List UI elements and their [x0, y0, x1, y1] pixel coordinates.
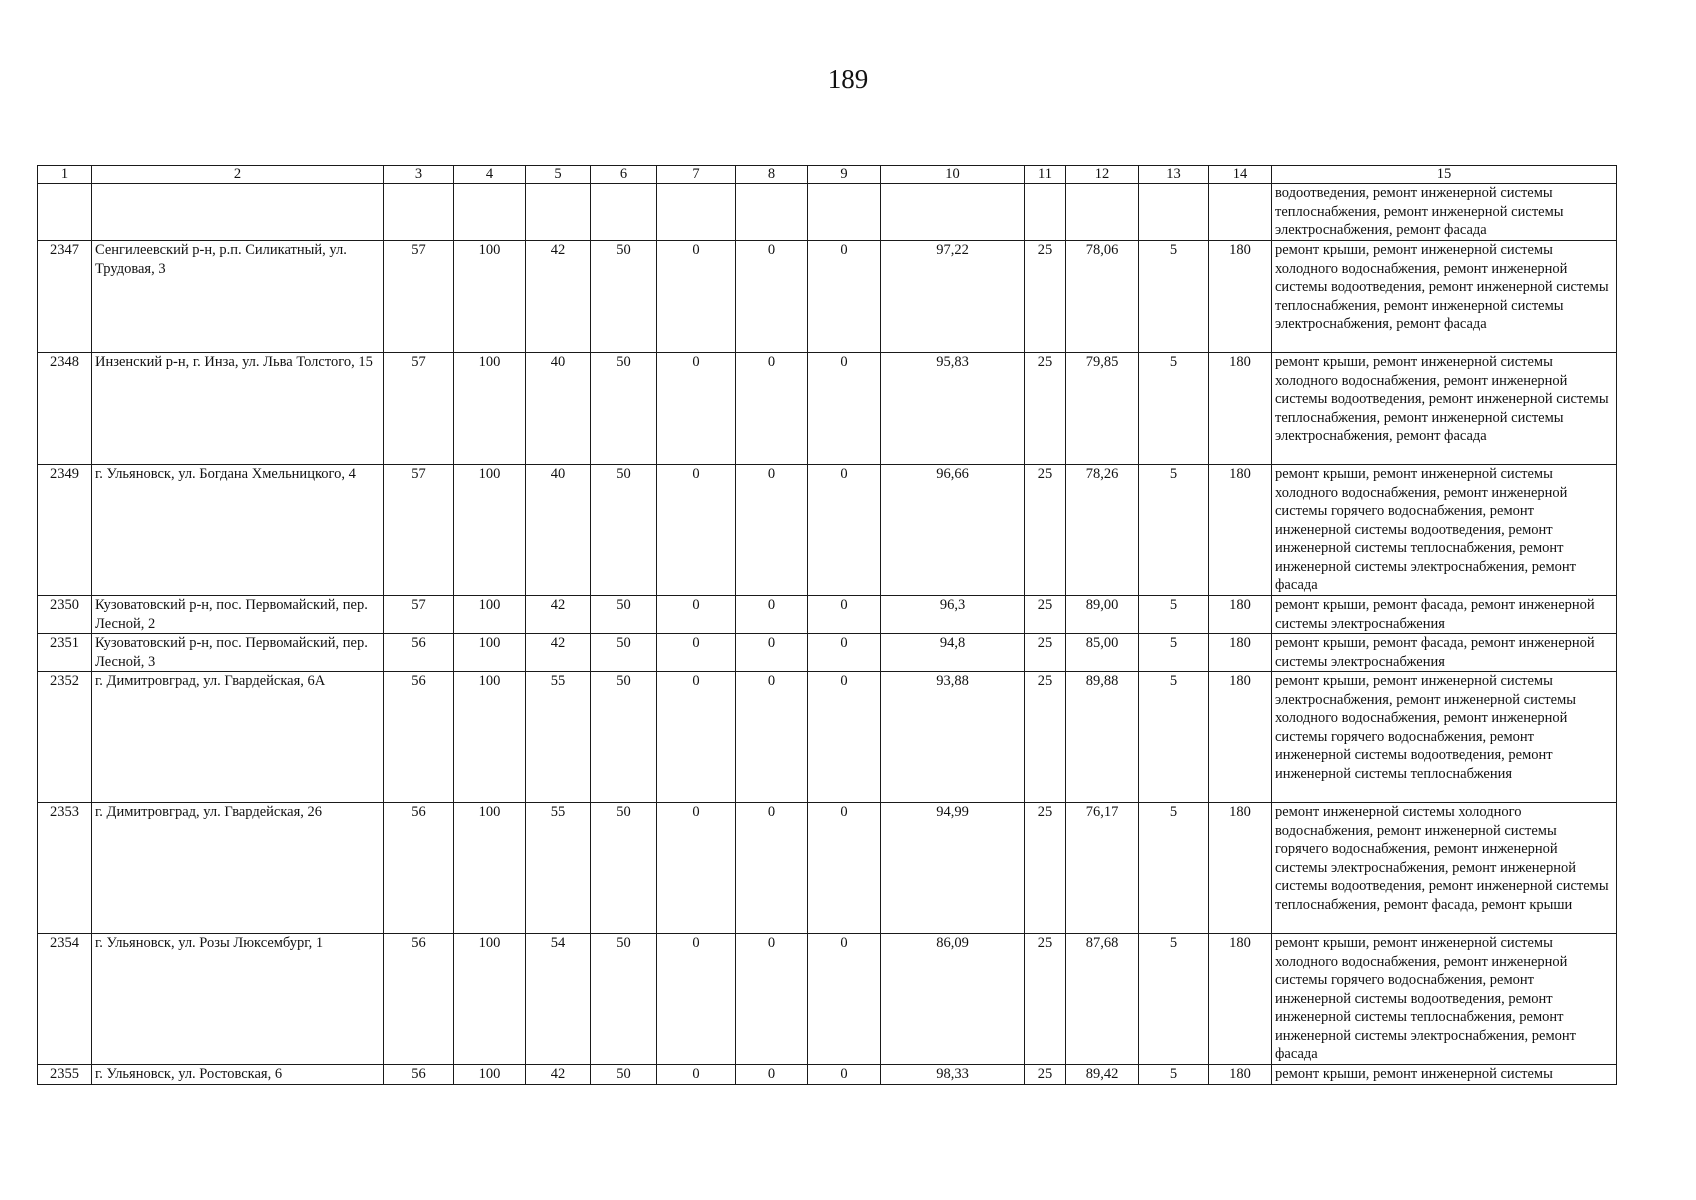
- works-cell: ремонт крыши, ремонт инженерной системы: [1272, 1065, 1617, 1085]
- address-cell: Кузоватовский р-н, пос. Первомайский, пер. Лесной, 3: [92, 634, 384, 672]
- column-number: 15: [1272, 166, 1617, 184]
- row-number-cell: [38, 184, 92, 241]
- value-cell: 55: [526, 672, 591, 803]
- value-cell: 0: [736, 634, 808, 672]
- table-row: [38, 596, 1617, 634]
- value-cell: 0: [808, 596, 881, 634]
- works-cell: водоотведения, ремонт инженерной системы теплоснабжения, ремонт инженерной системы электроснабжения, ремонт фасада: [1272, 184, 1617, 241]
- value-cell: 0: [736, 1065, 808, 1085]
- value-cell: 95,83: [881, 353, 1025, 465]
- value-cell: 86,09: [881, 934, 1025, 1065]
- value-cell: 180: [1209, 934, 1272, 1065]
- value-cell: 56: [384, 1065, 454, 1085]
- value-cell: 87,68: [1066, 934, 1139, 1065]
- column-number: 10: [881, 166, 1025, 184]
- value-cell: 40: [526, 353, 591, 465]
- value-cell: 0: [657, 241, 736, 353]
- column-number: 4: [454, 166, 526, 184]
- value-cell: 40: [526, 465, 591, 596]
- value-cell: 0: [808, 672, 881, 803]
- value-cell: 25: [1025, 634, 1066, 672]
- value-cell: 78,26: [1066, 465, 1139, 596]
- repair-register-table: [37, 165, 1617, 1085]
- value-cell: [736, 184, 808, 241]
- value-cell: [454, 184, 526, 241]
- value-cell: 56: [384, 934, 454, 1065]
- value-cell: 5: [1139, 934, 1209, 1065]
- table-row: [38, 672, 1617, 803]
- value-cell: 97,22: [881, 241, 1025, 353]
- address-cell: Инзенский р-н, г. Инза, ул. Льва Толстого, 15: [92, 353, 384, 465]
- row-number-cell: 2352: [38, 672, 92, 803]
- value-cell: 0: [657, 353, 736, 465]
- value-cell: 50: [591, 241, 657, 353]
- value-cell: 42: [526, 596, 591, 634]
- column-number: 2: [92, 166, 384, 184]
- value-cell: 0: [808, 803, 881, 934]
- value-cell: 56: [384, 672, 454, 803]
- value-cell: 100: [454, 465, 526, 596]
- column-number: 13: [1139, 166, 1209, 184]
- value-cell: 5: [1139, 803, 1209, 934]
- value-cell: 25: [1025, 934, 1066, 1065]
- value-cell: 100: [454, 241, 526, 353]
- address-cell: г. Ульяновск, ул. Ростовская, 6: [92, 1065, 384, 1085]
- value-cell: 0: [657, 803, 736, 934]
- value-cell: 100: [454, 353, 526, 465]
- value-cell: 0: [808, 353, 881, 465]
- value-cell: 50: [591, 803, 657, 934]
- value-cell: 89,88: [1066, 672, 1139, 803]
- value-cell: 89,00: [1066, 596, 1139, 634]
- row-number-cell: 2347: [38, 241, 92, 353]
- value-cell: 57: [384, 465, 454, 596]
- value-cell: 56: [384, 634, 454, 672]
- address-cell: Сенгилеевский р-н, р.п. Силикатный, ул. Трудовая, 3: [92, 241, 384, 353]
- value-cell: 100: [454, 596, 526, 634]
- value-cell: 0: [657, 672, 736, 803]
- value-cell: 5: [1139, 241, 1209, 353]
- value-cell: [657, 184, 736, 241]
- address-cell: г. Димитровград, ул. Гвардейская, 26: [92, 803, 384, 934]
- value-cell: 55: [526, 803, 591, 934]
- value-cell: 50: [591, 465, 657, 596]
- value-cell: 50: [591, 596, 657, 634]
- value-cell: [1066, 184, 1139, 241]
- value-cell: 180: [1209, 634, 1272, 672]
- address-cell: [92, 184, 384, 241]
- table-row: [38, 241, 1617, 353]
- works-cell: ремонт крыши, ремонт фасада, ремонт инженерной системы электроснабжения: [1272, 634, 1617, 672]
- value-cell: 100: [454, 1065, 526, 1085]
- value-cell: 180: [1209, 241, 1272, 353]
- value-cell: 96,3: [881, 596, 1025, 634]
- works-cell: ремонт крыши, ремонт инженерной системы холодного водоснабжения, ремонт инженерной системы горячего водоснабжения, ремонт инженерной системы водоотведения, ремонт инженерной системы теплоснабжения, ремонт инженерной системы электроснабжения, ремонт фасада: [1272, 465, 1617, 596]
- row-number-cell: 2355: [38, 1065, 92, 1085]
- value-cell: 76,17: [1066, 803, 1139, 934]
- value-cell: [384, 184, 454, 241]
- value-cell: 0: [808, 1065, 881, 1085]
- value-cell: 0: [736, 672, 808, 803]
- value-cell: 180: [1209, 1065, 1272, 1085]
- works-cell: ремонт крыши, ремонт фасада, ремонт инженерной системы электроснабжения: [1272, 596, 1617, 634]
- value-cell: 50: [591, 672, 657, 803]
- value-cell: 94,99: [881, 803, 1025, 934]
- column-number: 3: [384, 166, 454, 184]
- value-cell: 5: [1139, 353, 1209, 465]
- value-cell: 0: [808, 634, 881, 672]
- column-number: 5: [526, 166, 591, 184]
- value-cell: 0: [808, 241, 881, 353]
- value-cell: [526, 184, 591, 241]
- value-cell: 5: [1139, 672, 1209, 803]
- value-cell: 50: [591, 353, 657, 465]
- value-cell: 180: [1209, 672, 1272, 803]
- value-cell: 180: [1209, 465, 1272, 596]
- value-cell: 25: [1025, 672, 1066, 803]
- value-cell: [1139, 184, 1209, 241]
- column-number: 1: [38, 166, 92, 184]
- value-cell: [1025, 184, 1066, 241]
- value-cell: 0: [736, 241, 808, 353]
- address-cell: Кузоватовский р-н, пос. Первомайский, пер. Лесной, 2: [92, 596, 384, 634]
- value-cell: 180: [1209, 596, 1272, 634]
- value-cell: 0: [657, 934, 736, 1065]
- value-cell: 25: [1025, 241, 1066, 353]
- value-cell: 25: [1025, 803, 1066, 934]
- value-cell: 0: [657, 596, 736, 634]
- value-cell: 89,42: [1066, 1065, 1139, 1085]
- value-cell: 0: [736, 596, 808, 634]
- column-number: 9: [808, 166, 881, 184]
- column-number: 12: [1066, 166, 1139, 184]
- value-cell: 42: [526, 1065, 591, 1085]
- value-cell: 25: [1025, 1065, 1066, 1085]
- value-cell: 57: [384, 353, 454, 465]
- value-cell: 79,85: [1066, 353, 1139, 465]
- page-number: 189: [827, 64, 869, 94]
- column-number: 7: [657, 166, 736, 184]
- table-row: [38, 465, 1617, 596]
- value-cell: 100: [454, 634, 526, 672]
- table-row: [38, 1065, 1617, 1085]
- value-cell: 25: [1025, 465, 1066, 596]
- value-cell: 0: [736, 465, 808, 596]
- value-cell: 5: [1139, 596, 1209, 634]
- value-cell: 25: [1025, 596, 1066, 634]
- value-cell: 0: [808, 465, 881, 596]
- value-cell: 50: [591, 934, 657, 1065]
- value-cell: 0: [657, 634, 736, 672]
- address-cell: г. Ульяновск, ул. Богдана Хмельницкого, 4: [92, 465, 384, 596]
- value-cell: 78,06: [1066, 241, 1139, 353]
- value-cell: 0: [736, 934, 808, 1065]
- value-cell: [808, 184, 881, 241]
- value-cell: 5: [1139, 634, 1209, 672]
- row-number-cell: 2353: [38, 803, 92, 934]
- value-cell: 180: [1209, 353, 1272, 465]
- row-number-cell: 2350: [38, 596, 92, 634]
- value-cell: 42: [526, 634, 591, 672]
- table-row: [38, 634, 1617, 672]
- row-number-cell: 2348: [38, 353, 92, 465]
- value-cell: 0: [657, 465, 736, 596]
- value-cell: 100: [454, 803, 526, 934]
- works-cell: ремонт крыши, ремонт инженерной системы холодного водоснабжения, ремонт инженерной системы водоотведения, ремонт инженерной системы теплоснабжения, ремонт инженерной системы электроснабжения, ремонт фасада: [1272, 353, 1617, 465]
- address-cell: г. Ульяновск, ул. Розы Люксембург, 1: [92, 934, 384, 1065]
- works-cell: ремонт крыши, ремонт инженерной системы холодного водоснабжения, ремонт инженерной системы водоотведения, ремонт инженерной системы теплоснабжения, ремонт инженерной системы электроснабжения, ремонт фасада: [1272, 241, 1617, 353]
- value-cell: 25: [1025, 353, 1066, 465]
- value-cell: 57: [384, 241, 454, 353]
- value-cell: [1209, 184, 1272, 241]
- row-number-cell: 2354: [38, 934, 92, 1065]
- works-cell: ремонт крыши, ремонт инженерной системы холодного водоснабжения, ремонт инженерной системы горячего водоснабжения, ремонт инженерной системы водоотведения, ремонт инженерной системы теплоснабжения, ремонт инженерной системы электроснабжения, ремонт фасада: [1272, 934, 1617, 1065]
- value-cell: 100: [454, 672, 526, 803]
- works-cell: ремонт крыши, ремонт инженерной системы электроснабжения, ремонт инженерной системы холодного водоснабжения, ремонт инженерной системы горячего водоснабжения, ремонт инженерной системы водоотведения, ремонт инженерной системы теплоснабжения: [1272, 672, 1617, 803]
- value-cell: 93,88: [881, 672, 1025, 803]
- table-row: [38, 934, 1617, 1065]
- value-cell: 180: [1209, 803, 1272, 934]
- value-cell: 50: [591, 1065, 657, 1085]
- works-cell: ремонт инженерной системы холодного водоснабжения, ремонт инженерной системы горячего водоснабжения, ремонт инженерной системы электроснабжения, ремонт инженерной системы водоотведения, ремонт инженерной системы теплоснабжения, ремонт фасада, ремонт крыши: [1272, 803, 1617, 934]
- table-row: [38, 184, 1617, 241]
- value-cell: 57: [384, 596, 454, 634]
- value-cell: 54: [526, 934, 591, 1065]
- value-cell: 56: [384, 803, 454, 934]
- column-number-row: [38, 166, 1617, 184]
- column-number: 14: [1209, 166, 1272, 184]
- value-cell: 42: [526, 241, 591, 353]
- row-number-cell: 2351: [38, 634, 92, 672]
- column-number: 11: [1025, 166, 1066, 184]
- column-number: 8: [736, 166, 808, 184]
- address-cell: г. Димитровград, ул. Гвардейская, 6А: [92, 672, 384, 803]
- value-cell: 96,66: [881, 465, 1025, 596]
- column-number: 6: [591, 166, 657, 184]
- value-cell: 0: [736, 353, 808, 465]
- value-cell: 100: [454, 934, 526, 1065]
- table-row: [38, 803, 1617, 934]
- value-cell: 5: [1139, 465, 1209, 596]
- value-cell: [881, 184, 1025, 241]
- value-cell: 0: [808, 934, 881, 1065]
- value-cell: 94,8: [881, 634, 1025, 672]
- value-cell: 0: [736, 803, 808, 934]
- value-cell: [591, 184, 657, 241]
- row-number-cell: 2349: [38, 465, 92, 596]
- table-row: [38, 353, 1617, 465]
- value-cell: 5: [1139, 1065, 1209, 1085]
- value-cell: 98,33: [881, 1065, 1025, 1085]
- value-cell: 0: [657, 1065, 736, 1085]
- value-cell: 50: [591, 634, 657, 672]
- value-cell: 85,00: [1066, 634, 1139, 672]
